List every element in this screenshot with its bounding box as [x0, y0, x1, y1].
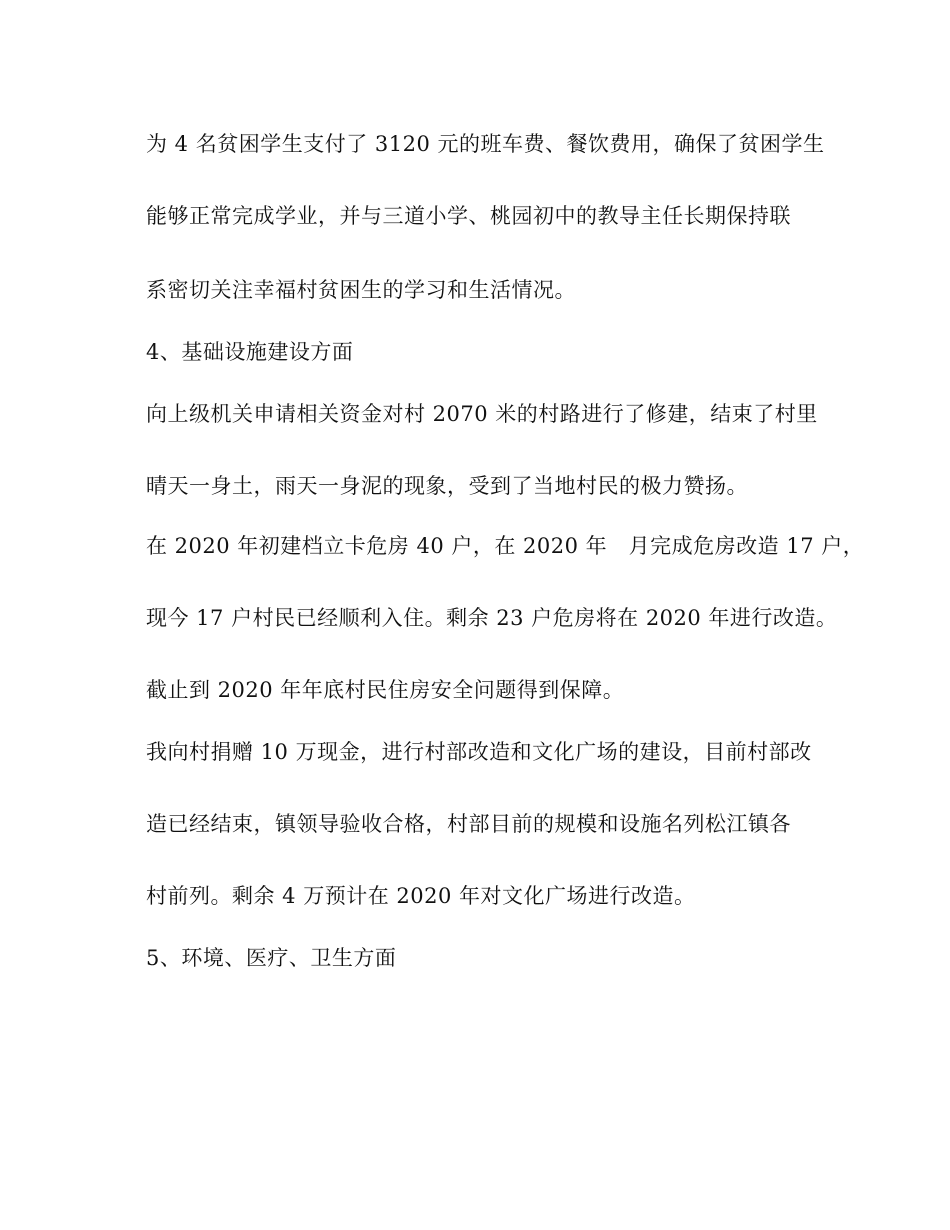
paragraph-donation-line-1: 我向村捐赠 10 万现金，进行村部改造和文化广场的建设，目前村部改	[146, 740, 812, 764]
section-heading-environment: 5、环境、医疗、卫生方面	[146, 946, 397, 970]
paragraph-donation-line-3: 村前列。剩余 4 万预计在 2020 年对文化广场进行改造。	[146, 884, 696, 908]
paragraph-housing-line-3: 截止到 2020 年年底村民住房安全问题得到保障。	[146, 678, 625, 702]
paragraph-road-line-1: 向上级机关申请相关资金对村 2070 米的村路进行了修建，结束了村里	[146, 402, 818, 426]
paragraph-housing-line-2: 现今 17 户村民已经顺利入住。剩余 23 户危房将在 2020 年进行改造。	[146, 606, 838, 630]
paragraph-housing-line-1: 在 2020 年初建档立卡危房 40 户，在 2020 年 月完成危房改造 17 户，	[146, 534, 865, 558]
paragraph-donation-line-2: 造已经结束，镇领导验收合格，村部目前的规模和设施名列松江镇各	[146, 812, 791, 836]
paragraph-education-line-3: 系密切关注幸福村贫困生的学习和生活情况。	[146, 278, 576, 302]
paragraph-road-line-2: 晴天一身土，雨天一身泥的现象，受到了当地村民的极力赞扬。	[146, 474, 748, 498]
paragraph-education-line-2: 能够正常完成学业，并与三道小学、桃园初中的教导主任长期保持联	[146, 204, 791, 228]
section-heading-infrastructure: 4、基础设施建设方面	[146, 340, 354, 364]
paragraph-education-line-1: 为 4 名贫困学生支付了 3120 元的班车费、餐饮费用，确保了贫困学生	[146, 132, 825, 156]
